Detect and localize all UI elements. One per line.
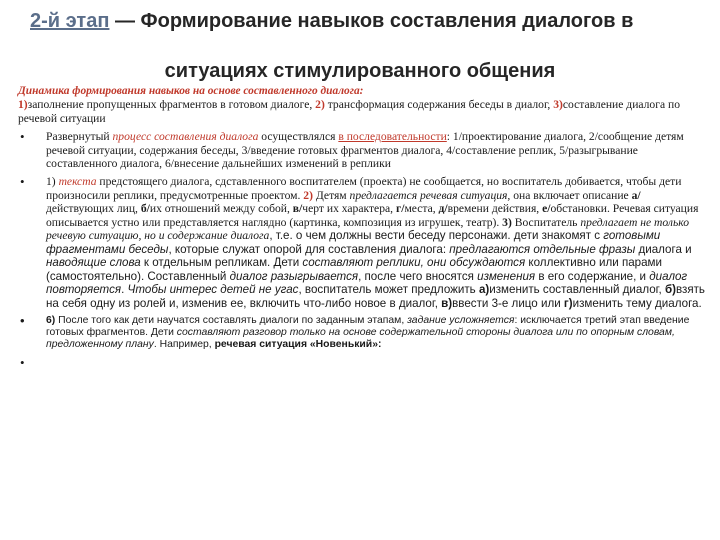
b2-text: в его содержание, и (535, 269, 650, 283)
intro-t3: составление диалога по речевой ситуации (18, 98, 681, 125)
b2-num: г/ (395, 202, 405, 216)
title-line-1 (30, 10, 633, 33)
b3-num: 6) (46, 315, 56, 327)
b2-em: диалог разыгрывается (229, 269, 359, 283)
b2-text: , которые служат опорой для составления диалога: (168, 242, 450, 256)
bullet-dot: • (20, 129, 25, 145)
b2-text: коллективно или парами (самостоятельно). Составленный (46, 256, 663, 283)
intro-paragraph (18, 84, 708, 125)
b2-text: , воспитатель может предложить (298, 283, 479, 297)
stage-label: 2-й этап (30, 10, 110, 32)
slide-body (18, 84, 708, 370)
b1-text: осуществлялся (258, 130, 339, 144)
b2-text: взять на себя одну из ролей и, изменив ее, включить что-либо новое в диалог, (46, 283, 705, 310)
b2-text: действующих лиц, (46, 202, 141, 216)
b2-num: в) (441, 296, 453, 310)
b2-text: изменить тему диалога. (572, 296, 702, 310)
b2-text: , после чего вносятся (358, 269, 478, 283)
b2-text: обстановки. Речевая ситуация описывается устно или представляется наглядно (картинка, композиция из игрушек, театр). (46, 202, 699, 229)
b2-num: а/ (631, 188, 641, 202)
b2-text: , т.е. о чем должны вести беседу персонажи. дети знакомят с (269, 229, 604, 243)
b3-example: речевая ситуация «Новенький»: (214, 339, 382, 351)
bullet-4-empty (18, 356, 708, 370)
intro-n2: 2) (315, 98, 325, 112)
b2-num: д/ (438, 202, 448, 216)
b2-em: предлагает не только речевую ситуацию, но и содержание диалога (46, 215, 690, 243)
bullet-3 (18, 315, 708, 351)
b2-em: предлагается речевая ситуация, (349, 188, 511, 202)
b2-num: а) (478, 283, 490, 297)
b2-text: предстоящего диалога, сдставленного воспитателем (проекта) не сообщается, но воспитатель добивается, чтобы дети произносили реплики, предусмотренные проектом. (46, 175, 682, 202)
b3-em: составляют разговор только на основе содержательной стороны диалога или по опорным словам, предложенному плану (46, 327, 675, 351)
bullet-dot: • (20, 355, 25, 371)
b3-em: задание усложняется (407, 315, 515, 327)
b2-text: изменить составленный диалог, (489, 283, 665, 297)
b2-em: предлагаются отдельные фразы (449, 242, 636, 256)
title-text-1: — Формирование навыков составления диалогов в (109, 10, 634, 32)
bullet-2 (18, 175, 708, 310)
b2-em: составляют реплики, они обсуждаются (302, 256, 526, 270)
b2-em: изменения (477, 269, 536, 283)
b2-text: она включает описание (510, 188, 632, 202)
title-line-2: ситуациях стимулированного общения (164, 60, 556, 82)
intro-heading: Динамика формирования навыков на основе составленного диалога: (18, 85, 364, 97)
b2-num: в/ (292, 202, 303, 216)
b2-num: б) (664, 283, 676, 297)
b3-text: : исключается третий этап введение готовых фрагментов. Дети (46, 315, 690, 339)
b2-num: е/ (542, 202, 551, 216)
b2-text: . (121, 283, 128, 297)
b2-em: Чтобы интерес детей не угас (127, 283, 299, 297)
b2-em: наводящие слова (46, 256, 141, 270)
b3-text: . Например, (153, 339, 215, 351)
b3-text: После того как дети научатся составлять диалоги по заданным этапам, (55, 315, 408, 327)
b2-text: Воспитатель (511, 215, 581, 229)
b2-text: черт их характера, (302, 202, 396, 216)
b2-text: к отдельным репликам. Дети (140, 256, 303, 270)
intro-n1: 1) (18, 98, 28, 112)
bullet-dot: • (20, 313, 25, 329)
b2-text: времени действия, (447, 202, 543, 216)
bullet-1 (18, 130, 708, 170)
b2-num: г) (563, 296, 573, 310)
b2-text: Детям (312, 188, 350, 202)
b2-em: диалог повторяется (46, 269, 688, 297)
b1-text: Развернутый (46, 130, 113, 144)
intro-n3: 3) (553, 98, 563, 112)
b2-text: их отношений между собой, (149, 202, 293, 216)
b1-process: процесс составления диалога (112, 130, 259, 144)
b2-num: 3) (502, 215, 512, 229)
b2-text: 1) (46, 175, 59, 189)
bullet-dot: • (20, 174, 25, 190)
b2-text: диалога и (635, 242, 692, 256)
b2-num: 2) (303, 188, 313, 202)
b2-text: ввести 3-е лицо или (452, 296, 564, 310)
b2-em: текста (58, 175, 97, 189)
b1-sequence: в последовательности (338, 130, 447, 144)
b2-em: готовыми фрагментами беседы (46, 229, 661, 256)
intro-t1: заполнение пропущенных фрагментов в готовом диалоге, (27, 98, 316, 112)
intro-t2: трансформация содержания беседы в диалог, (324, 98, 554, 112)
b1-text: : 1/проектирование диалога, 2/сообщение детям речевой ситуации, содержания беседы, 3/введение готовых фрагментов диалога, 4/составление реплик, 5/разыгрывание составленного диалога, 6/внесение дальнейших изменений в реплики (46, 130, 684, 171)
b2-text: места, (404, 202, 439, 216)
b2-num: б/ (140, 202, 150, 216)
